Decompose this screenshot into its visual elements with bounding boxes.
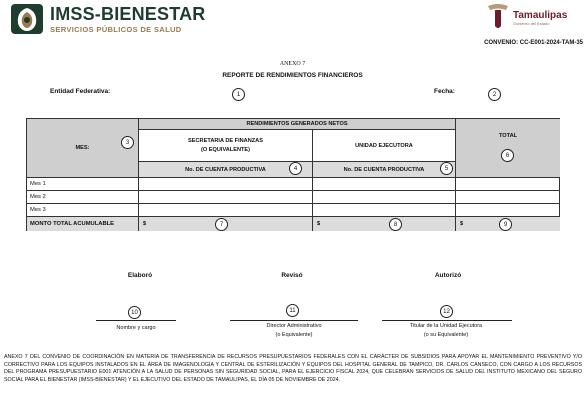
total-ue-marker: 8 (389, 218, 402, 231)
row-2-total-value[interactable] (455, 190, 560, 203)
reviso-heading: Revisó (281, 272, 303, 279)
reviso-signature-line (230, 320, 358, 321)
secretaria-cuenta-header: No. DE CUENTA PRODUCTIVA (138, 161, 312, 177)
row-3-secretaria-value[interactable] (138, 203, 312, 216)
total-header: TOTAL (498, 133, 518, 139)
convenio-number: CONVENIO: CC-E001-2024-TAM-35 (484, 40, 583, 46)
total-header-cell (455, 119, 560, 177)
total-marker: 6 (501, 149, 514, 162)
autorizo-signature-line (382, 320, 512, 321)
rendimientos-table (26, 118, 560, 231)
currency-symbol: $ (317, 221, 321, 227)
entidad-federativa-label: Entidad Federativa: (50, 88, 111, 95)
currency-symbol: $ (460, 221, 464, 227)
elaboro-marker: 10 (128, 306, 141, 319)
row-1-total-value[interactable] (455, 177, 560, 190)
imss-bienestar-logo (10, 2, 205, 36)
anexo-footer-text: ANEXO 7 DEL CONVENIO DE COORDINACIÓN EN MATERIA DE TRANSFERENCIA DE RECURSOS PRESUPUESTARIOS FEDERALES CON EL CARÁCTER DE SUBSIDIOS PARA APOYAR EL MANTENIMIENTO PREVENTIVO Y/O CORRECTIVO PARA LOS EQUIPOS INSTALADOS EN EL ÁREA DE IMAGENOLOGÍA Y CENTRAL DE ESTERILIZACIÓN Y EQUIPOS DEL HOSPITAL GENERAL DE TAMPICO, DR. CARLOS CANSECO, CON CARGO A LOS RECURSOS DEL PROGRAMA PRESUPUESTARIO E001 ATENCIÓN A LA SALUD DE PERSONAS SIN SEGURIDAD SOCIAL, PARA EL EJERCICIO FISCAL 2024, QUE CELEBRAN SERVICIOS DE SALUD DEL INSTITUTO MEXICANO DEL SEGURO SOCIAL PARA EL BIENESTAR (IMSS-BIENESTAR) Y EL EJECUTIVO DEL ESTADO DE TAMAULIPAS, EL DÍA 05 DE NOVIEMBRE DE 2024. (4, 354, 582, 384)
tamaulipas-emblem-icon (486, 2, 510, 30)
report-title: REPORTE DE RENDIMIENTOS FINANCIEROS (222, 72, 363, 79)
imss-logo-title: IMSS-BIENESTAR (50, 3, 206, 24)
row-mes-1: Mes 1 (27, 177, 138, 190)
group-header: RENDIMIENTOS GENERADOS NETOS (138, 119, 455, 130)
reviso-marker: 11 (286, 304, 299, 317)
autorizo-marker: 12 (440, 305, 453, 318)
mes-marker: 3 (121, 136, 134, 149)
elaboro-signature-line (96, 320, 176, 321)
fecha-marker: 2 (488, 88, 501, 101)
row-1-secretaria-value[interactable] (138, 177, 312, 190)
row-2-secretaria-value[interactable] (138, 190, 312, 203)
row-3-ue-value[interactable] (312, 203, 455, 216)
mes-header-cell (27, 119, 138, 177)
row-mes-3: Mes 3 (27, 203, 138, 216)
monto-total-label: MONTO TOTAL ACUMULABLE (27, 216, 138, 231)
elaboro-heading: Elaboró (127, 272, 153, 279)
total-ue-cell[interactable] (312, 216, 455, 231)
tamaulipas-logo-title: Tamaulipas (513, 10, 568, 21)
autorizo-heading: Autorizó (434, 272, 462, 279)
elaboro-caption: Nombre y cargo (116, 325, 156, 331)
secretaria-subtitle: (O EQUIVALENTE) (201, 147, 250, 153)
imss-logo-subtitle: SERVICIOS PÚBLICOS DE SALUD (50, 24, 182, 34)
entidad-marker: 1 (232, 88, 245, 101)
secretaria-cuenta-marker: 4 (289, 162, 302, 175)
fecha-label: Fecha: (434, 88, 455, 95)
reviso-caption: Director Administrativo (266, 323, 322, 329)
tamaulipas-logo (486, 2, 582, 34)
mes-header: MES: (75, 145, 90, 151)
secretaria-header (138, 130, 312, 161)
reviso-caption-2: (o Equivalente) (275, 332, 313, 338)
ue-cuenta-marker: 5 (440, 162, 453, 175)
imss-emblem-icon (10, 3, 44, 35)
row-2-ue-value[interactable] (312, 190, 455, 203)
row-3-total-value[interactable] (455, 203, 560, 216)
currency-symbol: $ (143, 221, 147, 227)
tamaulipas-logo-subtitle: Gobierno del Estado (513, 21, 550, 26)
row-mes-2: Mes 2 (27, 190, 138, 203)
row-1-ue-value[interactable] (312, 177, 455, 190)
autorizo-caption-2: (o su Equivalente) (423, 332, 469, 338)
total-total-marker: 9 (499, 218, 512, 231)
total-secretaria-marker: 7 (215, 218, 228, 231)
unidad-ejecutora-header: UNIDAD EJECUTORA (312, 130, 455, 161)
ue-cuenta-header: No. DE CUENTA PRODUCTIVA (312, 161, 455, 177)
secretaria-title: SECRETARIA DE FINANZAS (188, 138, 263, 144)
autorizo-caption: Titular de la Unidad Ejecutora (409, 323, 483, 329)
anexo-label: ANEXO 7 (279, 61, 306, 67)
